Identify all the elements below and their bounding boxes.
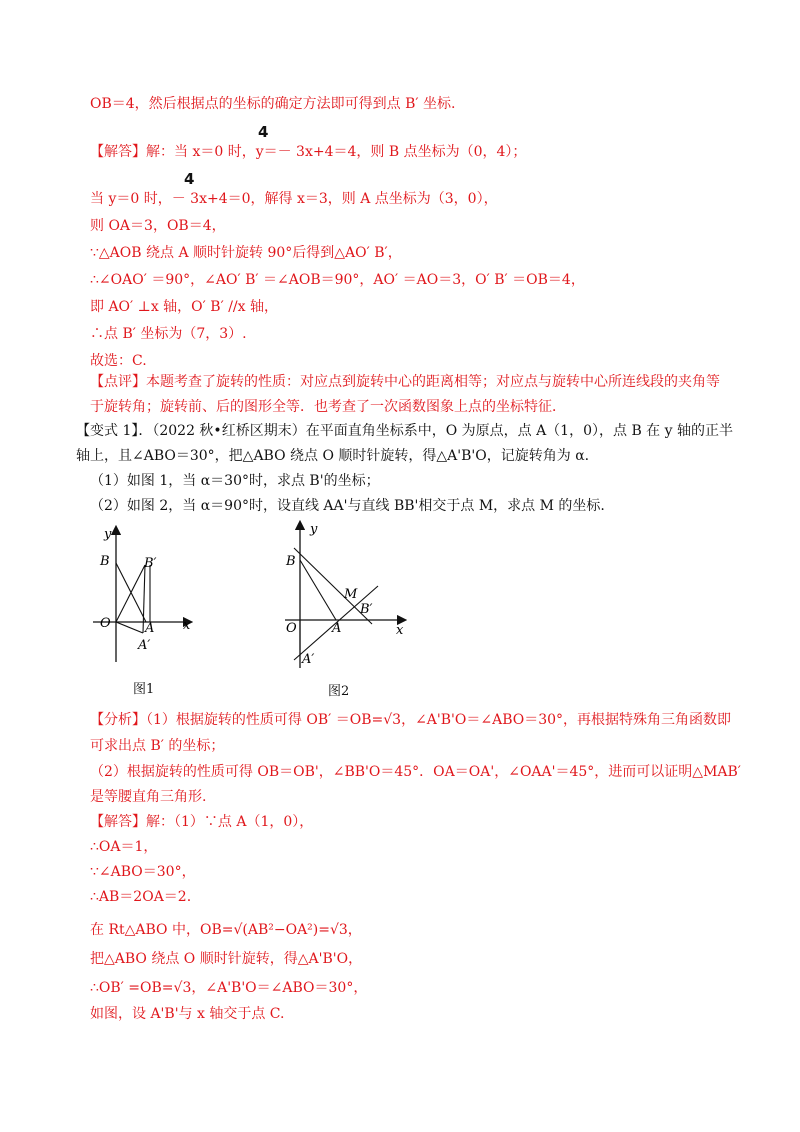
text-line: 【点评】本题考查了旋转的性质：对应点到旋转中心的距离相等；对应点与旋转中心所连线段的夹角等: [90, 374, 720, 390]
text-line: （1）如图 1，当 α＝30°时，求点 B'的坐标；: [90, 473, 380, 489]
text-line: 【分析】（1）根据旋转的性质可得 OB′ ＝OB=√3，∠A'B'O＝∠ABO＝30°，再根据特殊角三角函数即: [90, 712, 732, 728]
label-y: y: [104, 527, 112, 542]
text-line: （2）根据旋转的性质可得 OB＝OB'，∠BB'O＝45°．OA＝OA'，∠OAA'＝45°，进而可以证明△MAB′: [90, 764, 741, 780]
text-line: ∵△AOB 绕点 A 顺时针旋转 90°后得到△AO′ B′，: [90, 245, 402, 261]
text-line: 轴上，且∠ABO＝30°，把△ABO 绕点 O 顺时针旋转，得△A'B'O，记旋转角为 α.: [76, 448, 590, 464]
text-line: 可求出点 B′ 的坐标；: [90, 738, 225, 754]
label-A: A: [145, 621, 155, 636]
text-line: ∵∠ABO＝30°，: [90, 864, 196, 880]
label-Bp: B′: [144, 556, 157, 571]
text-line: （2）如图 2，当 α＝90°时，设直线 AA'与直线 BB'相交于点 M，求点 M 的坐标.: [90, 498, 605, 514]
label-B: B: [286, 554, 296, 569]
text-line: 于旋转角；旋转前、后的图形全等．也考查了一次函数图象上点的坐标特征．: [90, 399, 566, 415]
text-line: 在 Rt△ABO 中，OB=√(AB²−OA²)=√3，: [90, 922, 362, 938]
label-A: A: [332, 621, 342, 636]
label-x: x: [396, 623, 404, 638]
text-line: 如图，设 A'B'与 x 轴交于点 C.: [90, 1006, 285, 1022]
text-line: 是等腰直角三角形.: [90, 789, 207, 805]
label-O: O: [286, 621, 297, 636]
figure-2: [280, 520, 420, 690]
segment-OBp: [116, 565, 145, 622]
fraction-numerator: 4: [258, 123, 269, 141]
text-line: ∴AB＝2OA＝2.: [90, 889, 192, 905]
text-line: 故选：C.: [90, 353, 147, 369]
text-line: 则 OA＝3，OB＝4，: [90, 218, 226, 234]
figure-2-caption: 图2: [328, 684, 350, 699]
label-y: y: [310, 522, 318, 537]
figure-1-caption: 图1: [133, 682, 155, 697]
text-line: 当 y＝0 时，－ 3x+4＝0，解得 x＝3，则 A 点坐标为（3，0），: [90, 191, 498, 207]
segment-OAp: [116, 622, 143, 633]
text-line: 【解答】解：（1）∵点 A（1，0），: [90, 814, 314, 830]
label-Ap: A′: [138, 638, 151, 653]
text-line: 即 AO′ ⊥x 轴，O′ B′ //x 轴，: [90, 299, 278, 315]
text-line: ∴∠OAO′ ＝90°，∠AO′ B′ ＝∠AOB＝90°，AO′ ＝AO＝3，O′ B′ ＝OB＝4，: [90, 272, 585, 288]
fraction-numerator: 4: [184, 170, 195, 188]
text-line: 【变式 1】．（2022 秋•红桥区期末）在平面直角坐标系中，O 为原点，点 A（1，0），点 B 在 y 轴的正半: [76, 423, 733, 439]
label-B: B: [100, 554, 110, 569]
label-M: M: [344, 587, 358, 602]
text-line: 把△ABO 绕点 O 顺时针旋转，得△A'B'O，: [90, 951, 363, 967]
label-O: O: [100, 616, 111, 631]
text-line: ∴点 B′ 坐标为（7，3）.: [90, 326, 247, 342]
text-line: ∴OA＝1，: [90, 839, 158, 855]
label-Bp: B′: [360, 602, 373, 617]
segment-BA: [300, 560, 336, 620]
text-line: ∴OB′ =OB=√3，∠A'B'O＝∠ABO＝30°，: [90, 980, 368, 996]
label-Ap: A′: [302, 652, 315, 667]
figure-1: [88, 525, 248, 695]
label-x: x: [183, 618, 191, 633]
text-line: OB＝4，然后根据点的坐标的确定方法即可得到点 B′ 坐标.: [90, 96, 456, 112]
text-line: 【解答】解：当 x＝0 时，y＝－ 3x+4＝4，则 B 点坐标为（0，4）；: [90, 144, 527, 160]
